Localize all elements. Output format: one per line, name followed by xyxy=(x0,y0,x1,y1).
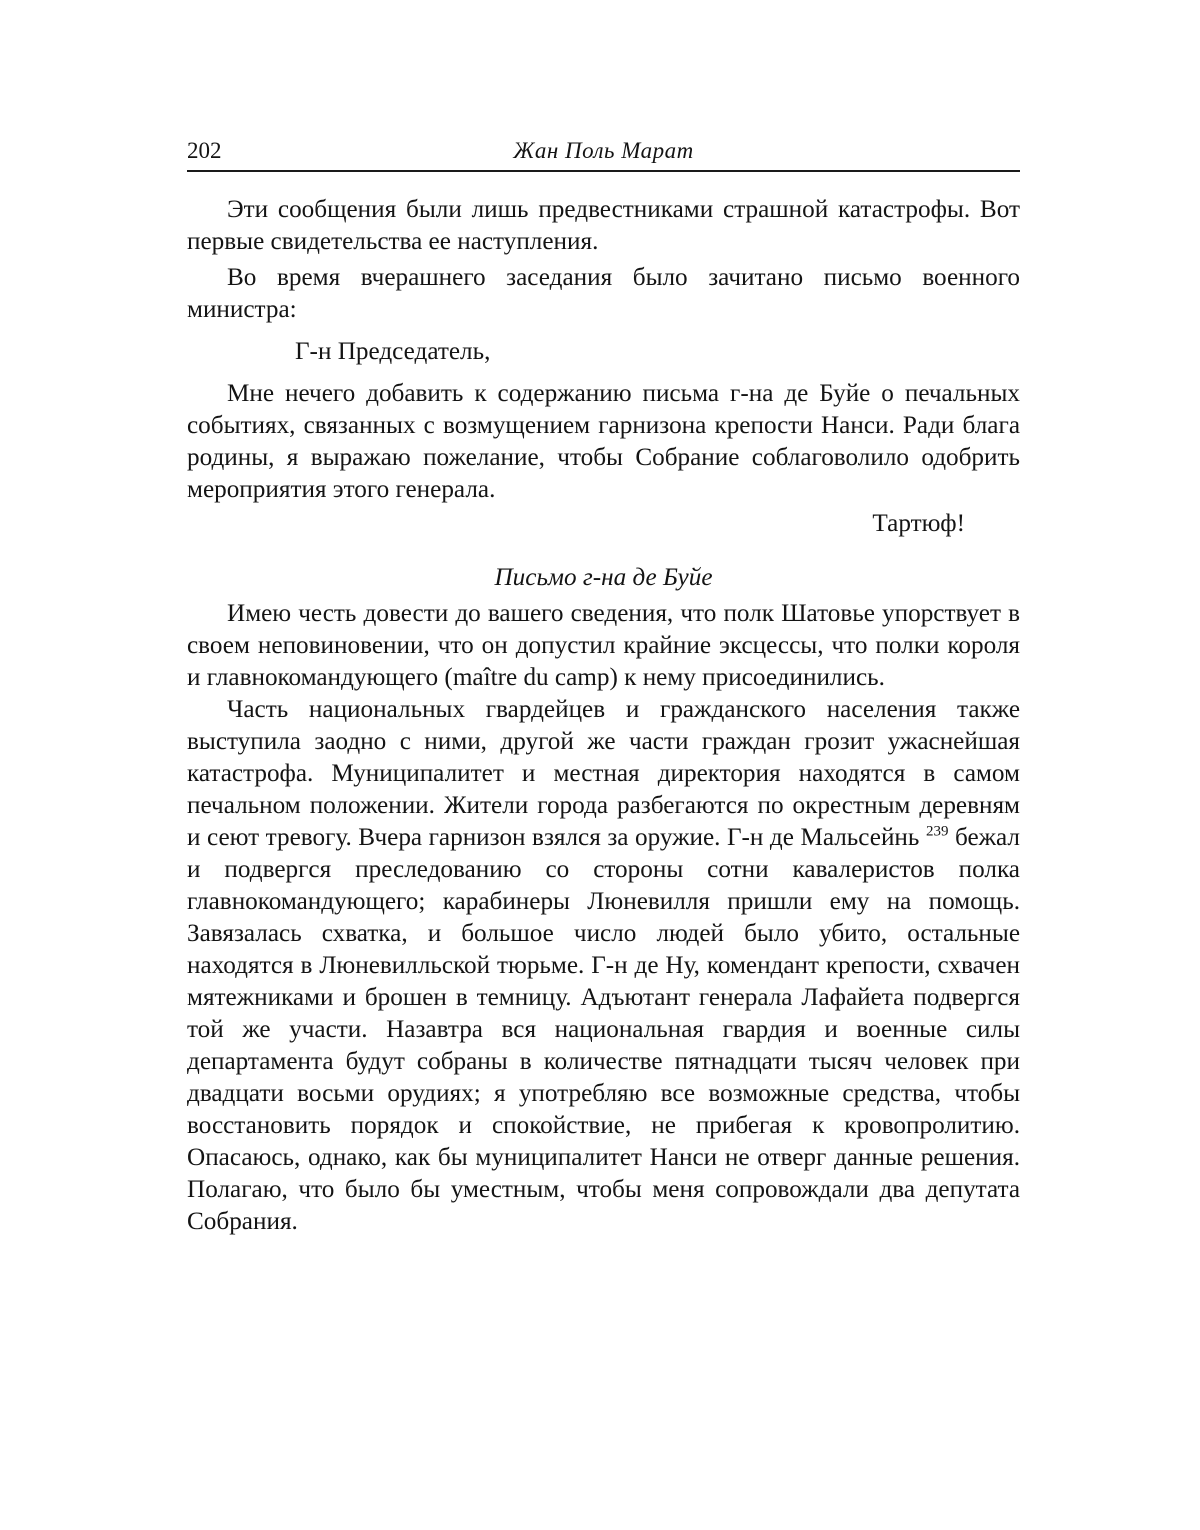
footnote-reference: 239 xyxy=(925,823,949,840)
letter-signature: Тартюф! xyxy=(872,510,965,537)
page-header xyxy=(187,130,1020,172)
running-title: Жан Поль Марат xyxy=(513,138,694,163)
paragraph: Имею честь довести до вашего сведения, что полк Шатовье упорствует в своем неповиновении, что он допустил крайние эксцессы, что полки короля и главнокомандующего (maître du camp) к нему присоединились. xyxy=(187,600,1020,691)
section-subheading: Письмо г-на де Буйе xyxy=(494,564,713,591)
paragraph-text: бежал и подвергся преследованию со стороны сотни кавалеристов полка главнокомандующего; карабинеры Люневилля пришли ему на помощь. Завязалась схватка, и большое число людей было убито, остальные находятся в Люневилльской тюрьме. Г-н де Ну, комендант крепости, схвачен мятежниками и брошен в темницу. Адъютант генерала Лафайета подвергся той же участи. Назавтра вся национальная гвардия и военные силы департамента будут собраны в количестве пятнадцати тысяч человек при двадцати восьми орудиях; я употребляю все возможные средства, чтобы восстановить порядок и спокойствие, не прибегая к кровопролитию. Опасаюсь, однако, как бы муниципалитет Нанси не отверг данные решения. Полагаю, что было бы уместным, чтобы меня сопровождали два депутата Собрания. xyxy=(187,824,1020,1235)
page-number: 202 xyxy=(187,138,222,163)
book-page xyxy=(187,130,1020,1238)
page-body xyxy=(187,194,1020,1238)
paragraph: Мне нечего добавить к содержанию письма г-на де Буйе о печальных событиях, связанных с возмущением гарнизона крепости Нанси. Ради блага родины, я выражаю пожелание, чтобы Собрание соблаговолило одобрить мероприятия этого генерала. xyxy=(187,380,1020,503)
paragraph: Эти сообщения были лишь предвестниками страшной катастрофы. Вот первые свидетельства ее наступления. xyxy=(187,196,1020,255)
paragraph xyxy=(187,694,1020,1238)
letter-salutation: Г-н Председатель, xyxy=(295,338,491,365)
paragraph: Во время вчерашнего заседания было зачитано письмо военного министра: xyxy=(187,264,1020,323)
paragraph-text: Часть национальных гвардейцев и гражданского населения также выступила заодно с ними, другой же части граждан грозит ужаснейшая катастрофа. Муниципалитет и местная директория находятся в самом печальном положении. Жители города разбегаются по окрестным деревням и сеют тревогу. Вчера гарнизон взялся за оружие. Г-н де Мальсейнь xyxy=(187,696,1020,851)
